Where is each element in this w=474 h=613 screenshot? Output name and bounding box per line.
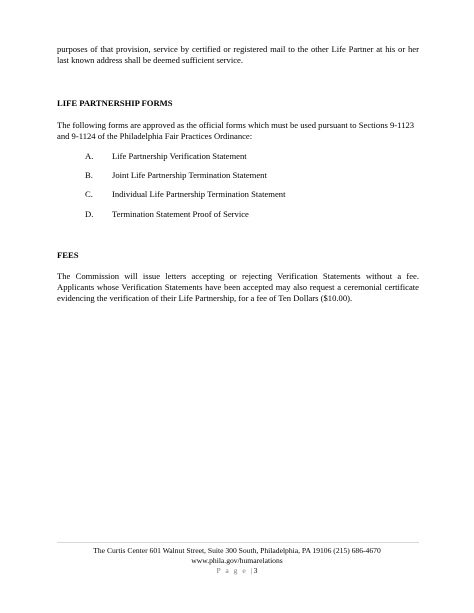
- list-item-title: Termination Statement Proof of Service: [112, 209, 249, 219]
- forms-section-paragraph: The following forms are approved as the official forms which must be used pursuant to Sections 9-1123 and 9-1124 of the Philadelphia Fair Practices Ordinance:: [57, 120, 415, 141]
- footer-url: www.phila.gov/humarelations: [191, 556, 283, 565]
- fees-section-paragraph: The Commission will issue letters accepting or rejecting Verification Statements without a fee. Applicants whose Verification Statements have been accepted may also request a ceremonial certificate evidencing the verification of their Life Partnership, for a fee of Ten Dollars ($10.00).: [57, 271, 419, 303]
- footer-page-indicator: [40, 566, 434, 576]
- page-number: 3: [253, 566, 258, 575]
- intro-paragraph: purposes of that provision, service by certified or registered mail to the other Life Partner at his or her last known address shall be deemed sufficient service.: [57, 44, 419, 65]
- footer-divider: [57, 542, 419, 543]
- list-item-title: Life Partnership Verification Statement: [112, 151, 247, 161]
- footer-address: The Curtis Center 601 Walnut Street, Suite 300 South, Philadelphia, PA 19106 (215) 686-4670: [93, 546, 381, 555]
- list-item-letter: A.: [85, 151, 94, 161]
- list-item-title: Joint Life Partnership Termination Statement: [112, 170, 267, 180]
- list-item-letter: D.: [85, 209, 94, 219]
- page-label: P a g e |: [216, 566, 254, 575]
- fees-section-heading: FEES: [57, 250, 79, 260]
- forms-section-heading: LIFE PARTNERSHIP FORMS: [57, 98, 173, 108]
- list-item-title: Individual Life Partnership Termination Statement: [112, 189, 286, 199]
- list-item-letter: C.: [85, 189, 93, 199]
- list-item-letter: B.: [85, 170, 93, 180]
